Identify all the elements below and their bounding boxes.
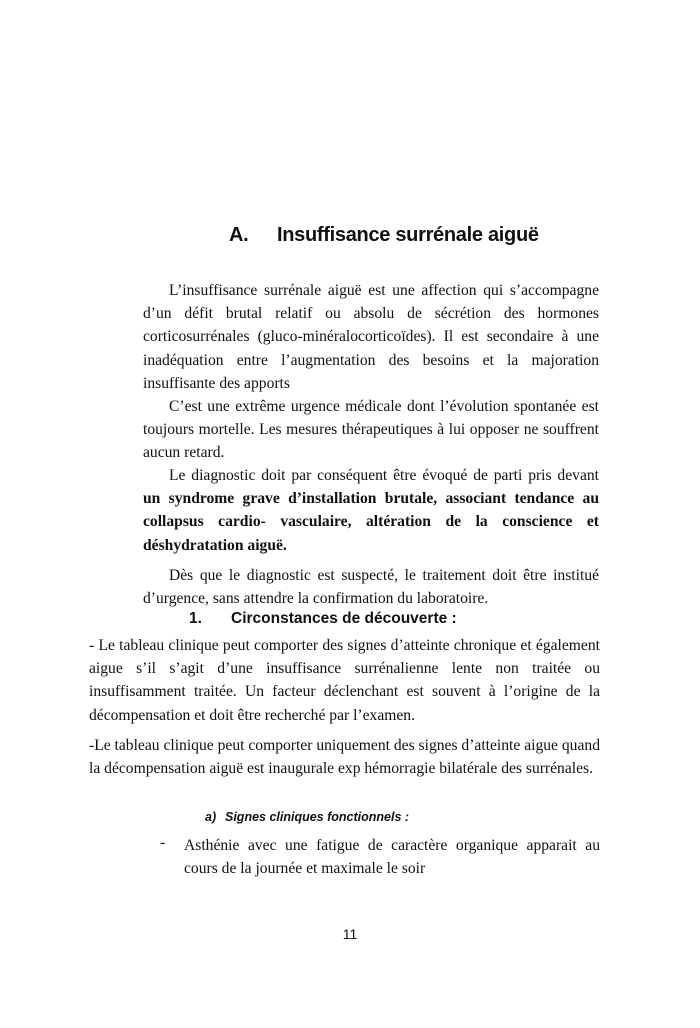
bullet-item-asthenia: Asthénie avec une fatigue de caractère organique apparait au cours de la journée et maximale le soir [184,837,600,878]
section-title-text: Insuffisance surrénale aiguë [277,224,539,246]
paragraph-acute-signs: -Le tableau clinique peut comporter uniquement des signes d’atteinte aigue quand la décompensation aiguë est inaugurale exp hémorragie bilatérale des surrénales. [89,737,600,778]
page-number: 11 [342,926,358,942]
subsection-heading [189,610,457,628]
diagnosis-bold-text: un syndrome grave d’installation brutale, associant tendance au collapsus cardio- vasculaire, altération de la conscience et déshydratation aiguë. [143,490,599,554]
subsection-number: 1. [189,610,202,627]
subsection-heading-text: Circonstances de découverte : [231,610,457,627]
sub-subsection-heading-text: Signes cliniques fonctionnels : [225,810,410,824]
section-title [229,224,539,247]
sub-subsection-heading [205,810,409,824]
paragraph-treatment: Dès que le diagnostic est suspecté, le traitement doit être institué d’urgence, sans attendre la confirmation du laboratoire. [143,567,599,608]
paragraph-urgency: C’est une extrême urgence médicale dont l’évolution spontanée est toujours mortelle. Les mesures thérapeutiques à lui opposer ne souffrent aucun retard. [143,398,599,462]
bullet-marker: - [160,834,166,851]
paragraph-definition: L’insuffisance surrénale aiguë est une affection qui s’accompagne d’un défit brutal relatif ou absolu de sécrétion des hormones corticosurrénales (gluco-minéralocorticoïdes). Il est secondaire à une inadéquation entre l’augmentation des besoins et la majoration insuffisante des apports [143,282,599,392]
paragraph-chronic-signs: - Le tableau clinique peut comporter des signes d’atteinte chronique et également aigue s’il s’agit d’une insuffisance surrénalienne lente non traitée ou insuffisamment traitée. Un facteur déclenchant est souvent à l’origine de la décompensation et doit être recherché par l’examen. [89,637,600,724]
diagnosis-text: Le diagnostic doit par conséquent être évoqué de parti pris devant [169,467,599,484]
section-number: A. [229,224,249,246]
sub-subsection-number: a) [205,810,217,824]
paragraph-diagnosis [143,464,599,557]
